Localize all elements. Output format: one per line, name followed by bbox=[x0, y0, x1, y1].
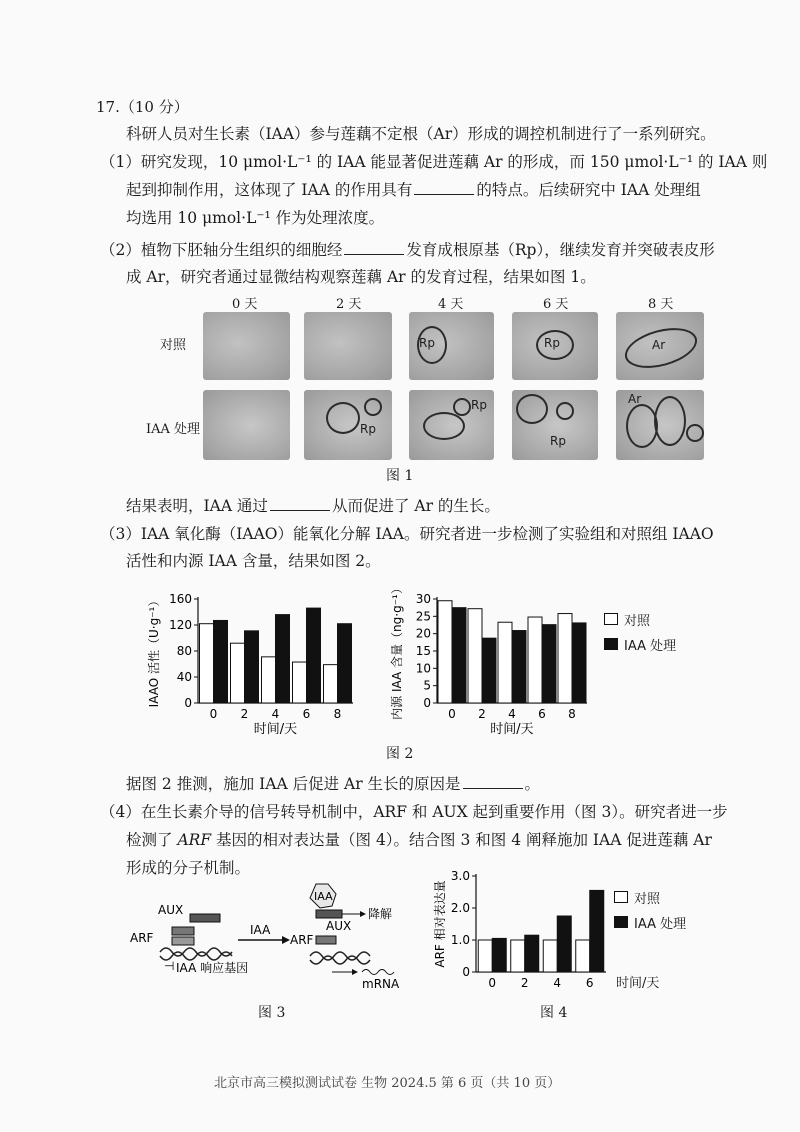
y-tick-label: 3.0 bbox=[450, 870, 470, 883]
bar-control-6 bbox=[293, 662, 307, 703]
bar-iaa-8 bbox=[572, 623, 586, 703]
bar-control-4 bbox=[498, 622, 512, 703]
fig4-legend bbox=[614, 888, 686, 932]
part4-line2 bbox=[126, 828, 712, 850]
bar-iaa-4 bbox=[557, 916, 571, 972]
y-tick-label: 0 bbox=[184, 696, 192, 710]
iaa-molecule-label: IAA bbox=[314, 890, 333, 903]
micrograph-iaa-day4 bbox=[409, 390, 494, 460]
aux-label-right: AUX bbox=[326, 919, 352, 933]
bar-control-0 bbox=[438, 601, 452, 703]
part4-line2-b: 基因的相对表达量（图 4）。结合图 3 和图 4 阐释施加 IAA 促进莲藕 Ar bbox=[216, 831, 712, 849]
chart-iaao-activity bbox=[140, 585, 370, 745]
x-tick-label: 6 bbox=[302, 707, 311, 721]
page-footer: 北京市高三模拟测试试卷 生物 2024.5 第 6 页（共 10 页） bbox=[214, 1076, 561, 1091]
bar-control-4 bbox=[262, 657, 276, 703]
y-tick-label: 15 bbox=[415, 644, 431, 658]
bar-iaa-8 bbox=[338, 624, 352, 703]
bar-iaa-4 bbox=[512, 631, 526, 703]
micrograph-iaa-day8 bbox=[616, 390, 704, 460]
rp-outline bbox=[423, 412, 465, 440]
x-tick-label: 8 bbox=[568, 707, 576, 721]
part2-line2: 成 Ar，研究者通过显微结构观察莲藕 Ar 的发育过程，结果如图 1。 bbox=[126, 268, 596, 286]
bar-iaa-2 bbox=[245, 631, 259, 703]
part1-line1: （1）研究发现，10 μmol·L⁻¹ 的 IAA 能显著促进莲藕 Ar 的形成，而 150 μmol·L⁻¹ 的 IAA 则 bbox=[100, 153, 768, 171]
answer-blank-4 bbox=[463, 774, 523, 789]
answer-blank-1 bbox=[414, 180, 474, 195]
rp-outline-small bbox=[364, 398, 382, 416]
bar-control-2 bbox=[511, 940, 525, 972]
inhibit-symbol: ⊣ bbox=[164, 959, 175, 973]
part2-line1 bbox=[100, 238, 715, 260]
part1-line3: 均选用 10 μmol·L⁻¹ 作为处理浓度。 bbox=[126, 209, 385, 227]
part3-inference-b: 。 bbox=[524, 775, 541, 793]
x-tick-label: 2 bbox=[520, 976, 529, 990]
bar-iaa-6 bbox=[590, 890, 604, 972]
part2-line1-a: （2）植物下胚轴分生组织的细胞经 bbox=[100, 241, 343, 259]
arf-protein bbox=[172, 927, 194, 935]
y-tick-label: 0 bbox=[423, 696, 431, 710]
arrow-head-icon bbox=[282, 936, 290, 944]
y-axis-label: IAAO 活性（U·g⁻¹） bbox=[147, 594, 161, 708]
bar-iaa-4 bbox=[276, 615, 290, 703]
bar-control-2 bbox=[231, 643, 245, 703]
aux-protein bbox=[190, 914, 220, 922]
part2-line1-b: 发育成根原基（Rp），继续发育并突破表皮形 bbox=[406, 241, 715, 259]
arrow-head-icon bbox=[360, 911, 366, 917]
fig1-row-iaa: IAA 处理 bbox=[146, 422, 201, 437]
part4-line1: （4）在生长素介导的信号转导机制中，ARF 和 AUX 起到重要作用（图 3）。研究者进一步 bbox=[100, 803, 728, 821]
x-tick-label: 6 bbox=[538, 707, 546, 721]
micrograph-control-day2 bbox=[304, 312, 392, 380]
part3-line2: 活性和内源 IAA 含量，结果如图 2。 bbox=[126, 552, 381, 570]
bar-control-4 bbox=[543, 940, 557, 972]
aux-protein-bound bbox=[316, 910, 342, 918]
chart-endogenous-iaa bbox=[385, 575, 600, 740]
micrograph-control-day0 bbox=[203, 312, 290, 380]
rp-outline bbox=[326, 402, 360, 434]
bar-iaa-6 bbox=[542, 625, 556, 703]
micrograph-control-day4 bbox=[409, 312, 494, 380]
bar-control-0 bbox=[200, 624, 214, 703]
x-tick-label: 8 bbox=[333, 707, 342, 721]
x-axis-label: 时间/天 bbox=[490, 722, 534, 737]
fig4-legend-iaa: IAA 处理 bbox=[614, 913, 686, 932]
micrograph-control-day8 bbox=[616, 312, 704, 380]
fig4-xlabel: 时间/天 bbox=[616, 976, 660, 991]
x-tick-label: 6 bbox=[585, 976, 594, 990]
bar-control-0 bbox=[478, 940, 492, 972]
part3-inference-a: 据图 2 推测，施加 IAA 后促进 Ar 生长的原因是 bbox=[126, 775, 461, 793]
part1-line2 bbox=[126, 178, 701, 200]
bar-iaa-0 bbox=[214, 620, 228, 703]
rp-label: Rp bbox=[544, 336, 560, 350]
question-intro: 科研人员对生长素（IAA）参与莲藕不定根（Ar）形成的调控机制进行了一系列研究。 bbox=[126, 125, 716, 143]
arrow-head-icon bbox=[352, 969, 358, 975]
figure-1-caption: 图 1 bbox=[386, 468, 414, 484]
bar-iaa-6 bbox=[307, 608, 321, 703]
y-tick-label: 120 bbox=[169, 618, 192, 632]
micrograph-iaa-day2 bbox=[304, 390, 392, 460]
fig2-legend-control: 对照 bbox=[604, 610, 676, 629]
figure-4-caption: 图 4 bbox=[540, 1005, 568, 1021]
x-tick-label: 2 bbox=[240, 707, 249, 721]
chart-arf-expression bbox=[432, 870, 612, 995]
micrograph-control-day6 bbox=[512, 312, 598, 380]
y-tick-label: 20 bbox=[415, 626, 431, 641]
fig2-legend-iaa: IAA 处理 bbox=[604, 635, 676, 654]
part1-line2-a: 起到抑制作用，这体现了 IAA 的作用具有 bbox=[126, 181, 413, 199]
bar-iaa-2 bbox=[525, 935, 539, 972]
part3-inference bbox=[126, 772, 540, 794]
y-tick-label: 40 bbox=[176, 670, 192, 684]
arf-label-right: ARF bbox=[290, 933, 314, 947]
x-tick-label: 0 bbox=[209, 707, 218, 721]
part2-result-b: 从而促进了 Ar 的生长。 bbox=[331, 497, 500, 515]
x-tick-label: 4 bbox=[553, 976, 562, 990]
mrna-label: mRNA bbox=[362, 977, 400, 991]
ar-outline-2 bbox=[654, 396, 686, 446]
rp-outline bbox=[516, 394, 548, 424]
micrograph-iaa-day6 bbox=[512, 390, 598, 460]
y-tick-label: 1.0 bbox=[450, 933, 470, 947]
figure-2-caption: 图 2 bbox=[386, 746, 414, 762]
fig1-day-0: 0 天 bbox=[232, 297, 258, 312]
gene-label: IAA 响应基因 bbox=[176, 961, 249, 975]
fig1-day-8: 8 天 bbox=[648, 297, 674, 312]
ar-outline-small bbox=[686, 424, 704, 442]
rp-outline-small bbox=[556, 402, 574, 420]
bar-control-6 bbox=[576, 940, 590, 972]
fig1-day-4: 4 天 bbox=[438, 297, 464, 312]
question-number: 17.（10 分） bbox=[96, 98, 189, 116]
y-axis-label: 内源 IAA 含量（ng·g⁻¹） bbox=[390, 582, 404, 720]
micrograph-iaa-day0 bbox=[203, 390, 290, 460]
fig2-legend bbox=[604, 610, 676, 654]
rp-label: Rp bbox=[550, 434, 566, 448]
arf-label-left: ARF bbox=[130, 931, 154, 945]
rp-outline-small bbox=[453, 398, 471, 416]
iaa-arrow-label: IAA bbox=[250, 923, 271, 937]
y-tick-label: 160 bbox=[169, 592, 192, 606]
arf-protein-2 bbox=[172, 937, 194, 945]
y-tick-label: 25 bbox=[415, 609, 431, 624]
part4-line3: 形成的分子机制。 bbox=[126, 859, 251, 877]
fig1-day-6: 6 天 bbox=[543, 297, 569, 312]
bar-control-6 bbox=[528, 617, 542, 703]
bar-iaa-0 bbox=[452, 608, 466, 703]
ar-label: Ar bbox=[652, 338, 666, 352]
x-tick-label: 2 bbox=[478, 707, 486, 721]
figure-3-caption: 图 3 bbox=[258, 1005, 286, 1021]
aux-label-left: AUX bbox=[158, 903, 184, 917]
y-tick-label: 30 bbox=[415, 592, 431, 606]
rp-label: Rp bbox=[360, 422, 376, 436]
answer-blank-3 bbox=[270, 496, 330, 511]
dna-strand-right bbox=[310, 952, 370, 960]
figure-3-diagram bbox=[120, 882, 420, 992]
y-tick-label: 5 bbox=[423, 678, 431, 693]
bar-control-8 bbox=[324, 665, 338, 703]
part3-line1: （3）IAA 氧化酶（IAAO）能氧化分解 IAA。研究者进一步检测了实验组和对照组 IAAO bbox=[100, 525, 714, 543]
fig4-legend-control: 对照 bbox=[614, 888, 686, 907]
ar-outline bbox=[626, 404, 658, 448]
x-tick-label: 4 bbox=[508, 707, 516, 721]
part1-line2-b: 的特点。后续研究中 IAA 处理组 bbox=[476, 181, 701, 199]
x-tick-label: 0 bbox=[488, 976, 497, 990]
y-tick-label: 10 bbox=[415, 661, 431, 676]
fig1-day-2: 2 天 bbox=[336, 297, 362, 312]
mrna-strand bbox=[362, 970, 394, 975]
bar-control-2 bbox=[468, 609, 482, 703]
rp-label: Rp bbox=[419, 336, 435, 350]
x-tick-label: 4 bbox=[271, 707, 280, 721]
y-axis-label: ARF 相对表达量 bbox=[433, 880, 447, 968]
part4-line2-a: 检测了 bbox=[126, 831, 173, 849]
ar-label: Ar bbox=[628, 392, 642, 406]
answer-blank-2 bbox=[344, 240, 404, 255]
bar-iaa-2 bbox=[482, 638, 496, 703]
x-tick-label: 0 bbox=[448, 707, 456, 721]
arf-gene-italic: ARF bbox=[177, 831, 212, 849]
y-tick-label: 80 bbox=[176, 644, 192, 658]
fig1-row-control: 对照 bbox=[160, 338, 187, 353]
bar-iaa-0 bbox=[492, 938, 506, 972]
arf-protein-free bbox=[316, 936, 336, 944]
bar-control-8 bbox=[558, 614, 572, 703]
part2-result-a: 结果表明，IAA 通过 bbox=[126, 497, 268, 515]
y-tick-label: 2.0 bbox=[450, 901, 470, 915]
x-axis-label: 时间/天 bbox=[253, 722, 298, 737]
part2-result bbox=[126, 494, 500, 516]
degrade-label: 降解 bbox=[368, 907, 393, 921]
dna-strand-right-2 bbox=[310, 956, 370, 964]
y-tick-label: 0 bbox=[462, 965, 470, 979]
rp-label: Rp bbox=[471, 398, 487, 412]
